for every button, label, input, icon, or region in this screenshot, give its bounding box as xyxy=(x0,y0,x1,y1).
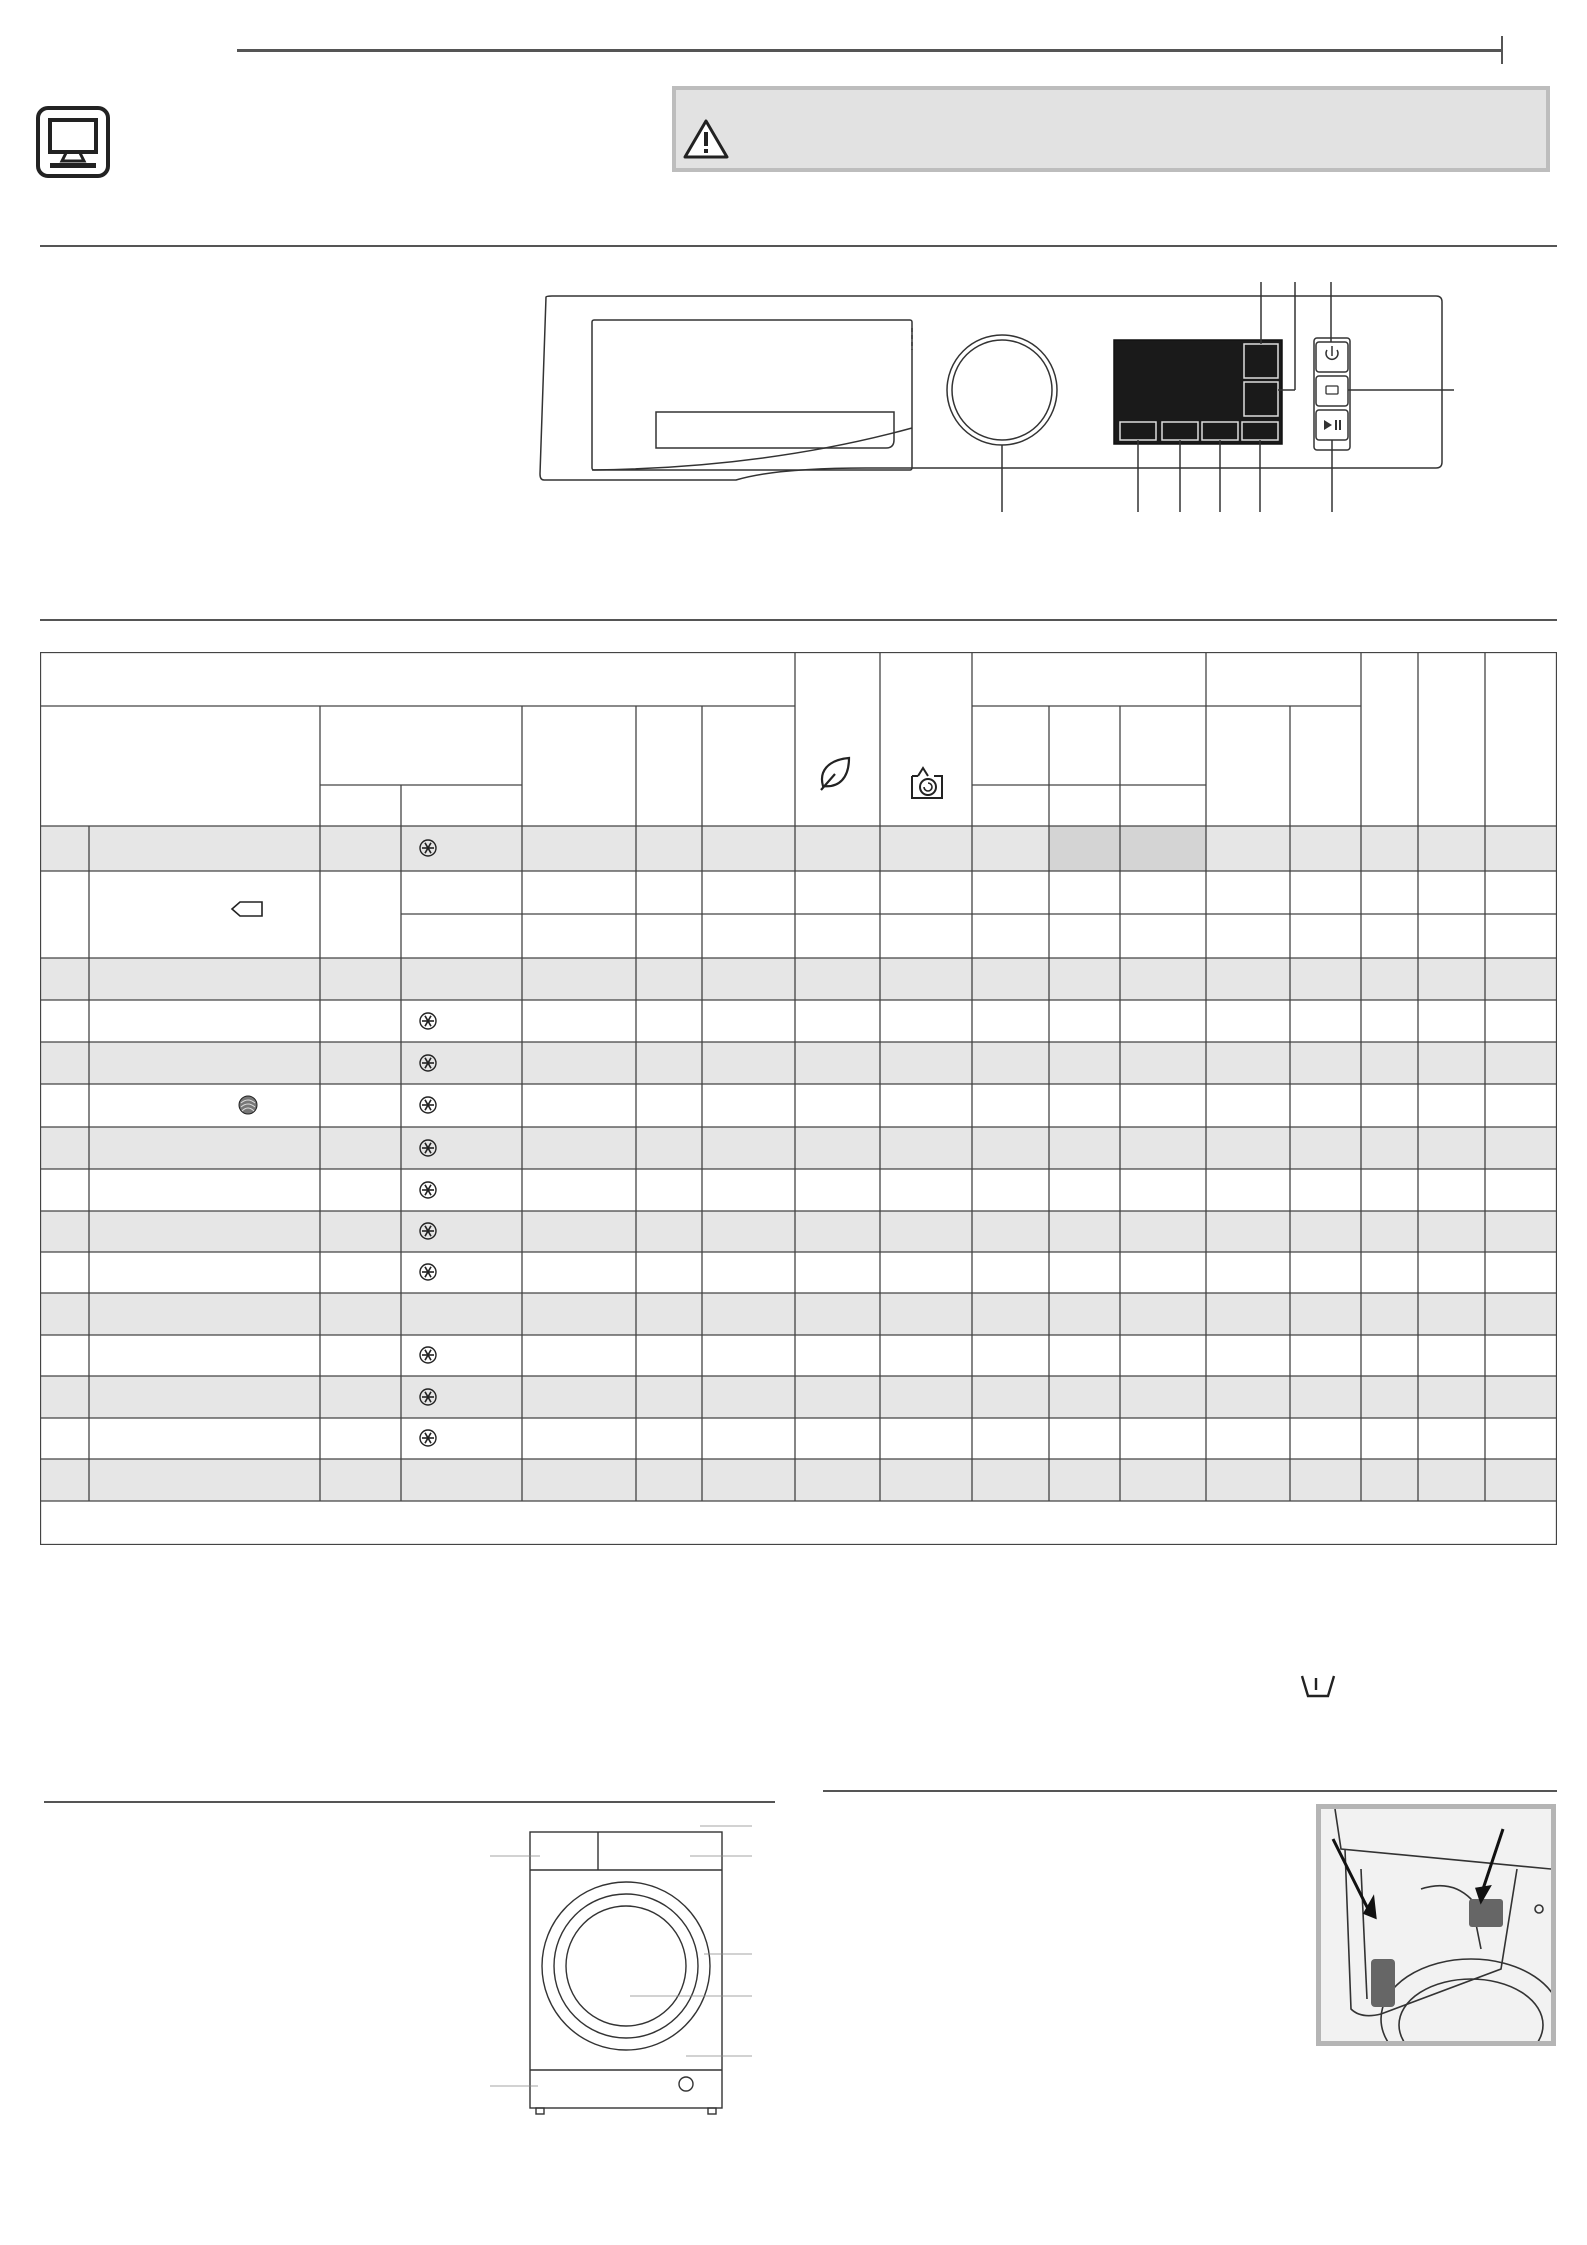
section-rule-program-table xyxy=(40,619,1557,621)
monitor-icon xyxy=(36,106,110,178)
section-rule-product-description xyxy=(44,1801,775,1803)
option-button-icon xyxy=(1326,386,1338,394)
steam-drum-icon xyxy=(912,768,942,798)
shaded-rows xyxy=(40,826,1557,1501)
snowflake-icon xyxy=(420,1013,436,1029)
snowflake-icon xyxy=(420,1347,436,1363)
control-panel-diagram xyxy=(536,280,1476,520)
tub-icon xyxy=(1300,1672,1336,1700)
program-table xyxy=(40,652,1557,1545)
snowflake-icon xyxy=(420,1182,436,1198)
warning-triangle-icon xyxy=(682,118,730,160)
tag-icon xyxy=(232,902,262,916)
detergent-dispenser-photo xyxy=(1316,1804,1556,2046)
power-icon xyxy=(1326,346,1338,359)
header-top-rule xyxy=(237,49,1503,52)
section-rule-detergent-dispenser xyxy=(823,1790,1557,1792)
start-pause-icon xyxy=(1324,420,1341,430)
section-rule-control-panel xyxy=(40,245,1557,247)
snowflake-icon xyxy=(420,1097,436,1113)
eco-leaf-icon xyxy=(821,758,849,790)
safety-warning-box xyxy=(672,86,1550,172)
washing-machine-diagram xyxy=(490,1820,760,2120)
snowflake-icon xyxy=(420,1430,436,1446)
header-rule-end-tick xyxy=(1501,36,1503,64)
wool-icon xyxy=(239,1096,257,1114)
snowflake-icon xyxy=(420,1264,436,1280)
